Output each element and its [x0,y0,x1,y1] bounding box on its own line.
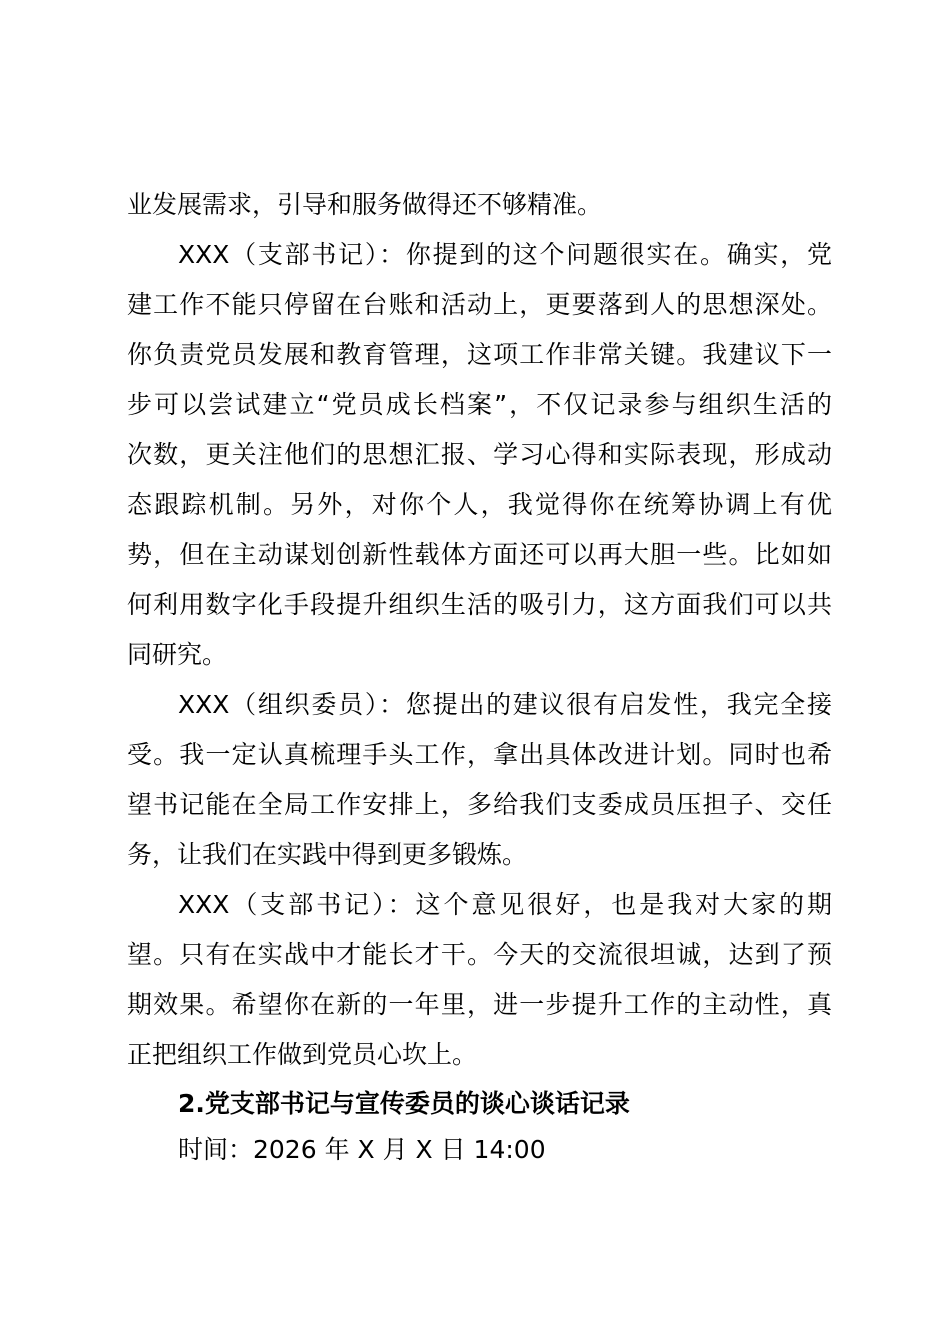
paragraph-line: 态跟踪机制。另外，对你个人，我觉得你在统筹协调上有优 [127,490,832,519]
paragraph-line: 务，让我们在实践中得到更多锻炼。 [127,840,528,869]
section-heading: 2.党支部书记与宣传委员的谈心谈话记录 [178,1089,630,1118]
time-line: 时间：2026 年 X 月 X 日 14:00 [178,1135,546,1164]
paragraph-line: XXX（支部书记）：这个意见很好，也是我对大家的期 [178,890,832,919]
paragraph-line: 势，但在主动谋划创新性载体方面还可以再大胆一些。比如如 [127,540,832,569]
paragraph-line: XXX（组织委员）：您提出的建议很有启发性，我完全接 [178,690,832,719]
paragraph-line: 望书记能在全局工作安排上，多给我们支委成员压担子、交任 [127,790,832,819]
paragraph-line: 受。我一定认真梳理手头工作，拿出具体改进计划。同时也希 [127,740,832,769]
paragraph-line: 同研究。 [127,640,228,669]
paragraph-line: 建工作不能只停留在台账和活动上，更要落到人的思想深处。 [127,290,832,319]
paragraph-line: 望。只有在实战中才能长才干。今天的交流很坦诚，达到了预 [127,940,832,969]
paragraph-line: 期效果。希望你在新的一年里，进一步提升工作的主动性，真 [127,990,832,1019]
paragraph-line: 步可以尝试建立“党员成长档案”，不仅记录参与组织生活的 [127,390,832,419]
paragraph-line: 何利用数字化手段提升组织生活的吸引力，这方面我们可以共 [127,590,832,619]
paragraph-line: XXX（支部书记）：你提到的这个问题很实在。确实，党 [178,240,832,269]
paragraph-line: 业发展需求，引导和服务做得还不够精准。 [127,190,603,219]
paragraph-line: 次数，更关注他们的思想汇报、学习心得和实际表现，形成动 [127,440,832,469]
paragraph-line: 你负责党员发展和教育管理，这项工作非常关键。我建议下一 [127,340,832,369]
paragraph-line: 正把组织工作做到党员心坎上。 [127,1040,478,1069]
